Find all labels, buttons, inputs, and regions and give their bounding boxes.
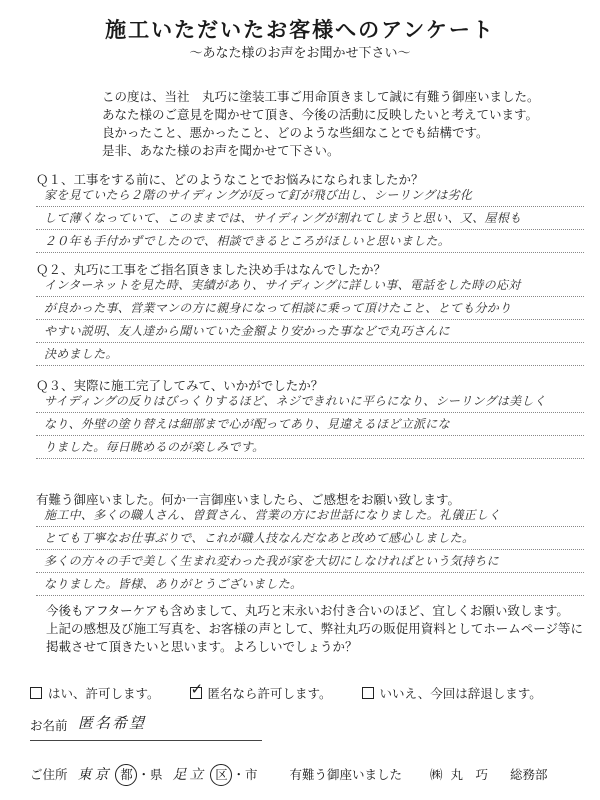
address-prefecture[interactable]: 東京 bbox=[77, 767, 112, 783]
intro-line: 是非、あなた様のお声を聞かせて下さい。 bbox=[102, 143, 340, 158]
comment-label: 有難う御座いました。何か一言御座いましたら、ご感想をお願い致します。 bbox=[36, 492, 461, 507]
answer-line: が良かった事、営業マンの方に親身になって相談に乗って頂けたこと、とても分かり bbox=[36, 297, 584, 320]
question-3-label: Ｑ３、実際に施工完了してみて、いかがでしたか？ bbox=[36, 378, 324, 393]
option-label: いいえ、今回は辞退します。 bbox=[379, 686, 542, 701]
question-1-answer[interactable] bbox=[36, 184, 584, 253]
answer-line: 多くの方々の手で美しく生まれ変わった我が家を大切にしなければという気持ちに bbox=[36, 550, 584, 573]
answer-line: 決めました。 bbox=[36, 343, 584, 366]
checkbox-yes[interactable] bbox=[30, 687, 42, 699]
closing-line: 今後もアフターケアも含めまして、丸巧と末永いお付き合いのほど、宜しくお願い致します。 bbox=[46, 603, 569, 618]
answer-line: インターネットを見た時、実績があり、サイディングに詳しい事、電話をした時の応対 bbox=[36, 274, 584, 297]
comment-answer[interactable] bbox=[36, 504, 584, 596]
answer-line: りました。毎日眺めるのが楽しみです。 bbox=[36, 436, 584, 459]
company-name: 丸 巧 bbox=[450, 767, 488, 782]
permission-options bbox=[30, 680, 590, 702]
checkbox-no[interactable] bbox=[362, 687, 374, 699]
footer-thanks: 有難う御座いました bbox=[289, 767, 402, 782]
permission-option-no[interactable] bbox=[362, 684, 542, 702]
option-label: はい、許可します。 bbox=[48, 686, 160, 701]
department-name: 総務部 bbox=[509, 767, 548, 782]
intro-line: あなた様のご意見を聞かせて頂き、今後の活動に反映したいと考えています。 bbox=[102, 107, 539, 122]
question-3-answer[interactable] bbox=[36, 390, 584, 459]
answer-line: 施工中、多くの職人さん、曽賀さん、営業の方にお世話になりました。礼儀正しく bbox=[36, 504, 584, 527]
answer-line: やすい説明、友人達から聞いていた金額より安かった事などで丸巧さんに bbox=[36, 320, 584, 343]
page-subtitle: ～あなた様のお声をお聞かせ下さい～ bbox=[189, 46, 411, 61]
answer-line: なり、外壁の塗り替えは細部まで心が配ってあり、見違えるほど立派にな bbox=[36, 413, 584, 436]
permission-option-yes[interactable] bbox=[30, 684, 160, 702]
checkbox-anonymous[interactable] bbox=[190, 680, 204, 699]
prefecture-to-circled: 都 bbox=[115, 764, 137, 786]
city-suffix: ・市 bbox=[232, 767, 258, 782]
intro-line: 良かったこと、悪かったこと、どのような些細なことでも結構です。 bbox=[102, 125, 489, 140]
name-underline bbox=[30, 740, 262, 741]
city-ku-circled: 区 bbox=[210, 764, 232, 786]
question-2-answer[interactable] bbox=[36, 274, 584, 366]
answer-line: ２０年も手付かずでしたので、相談できるところがほしいと思いました。 bbox=[36, 230, 584, 253]
permission-option-anonymous[interactable] bbox=[190, 680, 332, 702]
closing-line: 掲載させて頂きたいと思います。よろしいでしょうか？ bbox=[46, 639, 358, 654]
answer-line: とても丁寧なお仕事ぶりで、これが職人技なんだなあと改めて感心しました。 bbox=[36, 527, 584, 550]
address-label: ご住所 bbox=[30, 767, 68, 782]
closing-text bbox=[46, 602, 591, 656]
page-title: 施工いただいたお客様へのアンケート bbox=[105, 18, 495, 42]
intro-text bbox=[102, 88, 592, 160]
name-field[interactable]: 匿名希望 bbox=[78, 714, 147, 732]
name-label: お名前 bbox=[30, 718, 68, 733]
checkmark-icon: ✓ bbox=[190, 680, 204, 698]
answer-line: 家を見ていたら２階のサイディングが反って釘が飛び出し、シーリングは劣化 bbox=[36, 184, 584, 207]
question-1-label: Ｑ１、工事をする前に、どのようなことでお悩みになられましたか？ bbox=[36, 172, 424, 187]
intro-line: この度は、当社 丸巧に塗装工事ご用命頂きまして誠に有難う御座いました。 bbox=[102, 89, 540, 104]
prefecture-suffix: ・県 bbox=[137, 767, 163, 782]
answer-line: して薄くなっていて、このままでは、サイディングが割れてしまうと思い、又、屋根も bbox=[36, 207, 584, 230]
option-label: 匿名なら許可します。 bbox=[207, 686, 332, 701]
closing-line: 上記の感想及び施工写真を、お客様の声として、弊社丸巧の販促用資料としてホームページ等に bbox=[46, 621, 584, 636]
address-city[interactable]: 足立 bbox=[172, 767, 207, 783]
answer-line: なりました。皆様、ありがとうございました。 bbox=[36, 573, 584, 596]
question-2-label: Ｑ２、丸巧に工事をご指名頂きました決め手はなんでしたか？ bbox=[36, 262, 387, 277]
address-row bbox=[30, 764, 590, 786]
company-mark: ㈱ bbox=[429, 767, 443, 782]
answer-line: サイディングの反りはびっくりするほど、ネジできれいに平らになり、シーリングは美しく bbox=[36, 390, 584, 413]
